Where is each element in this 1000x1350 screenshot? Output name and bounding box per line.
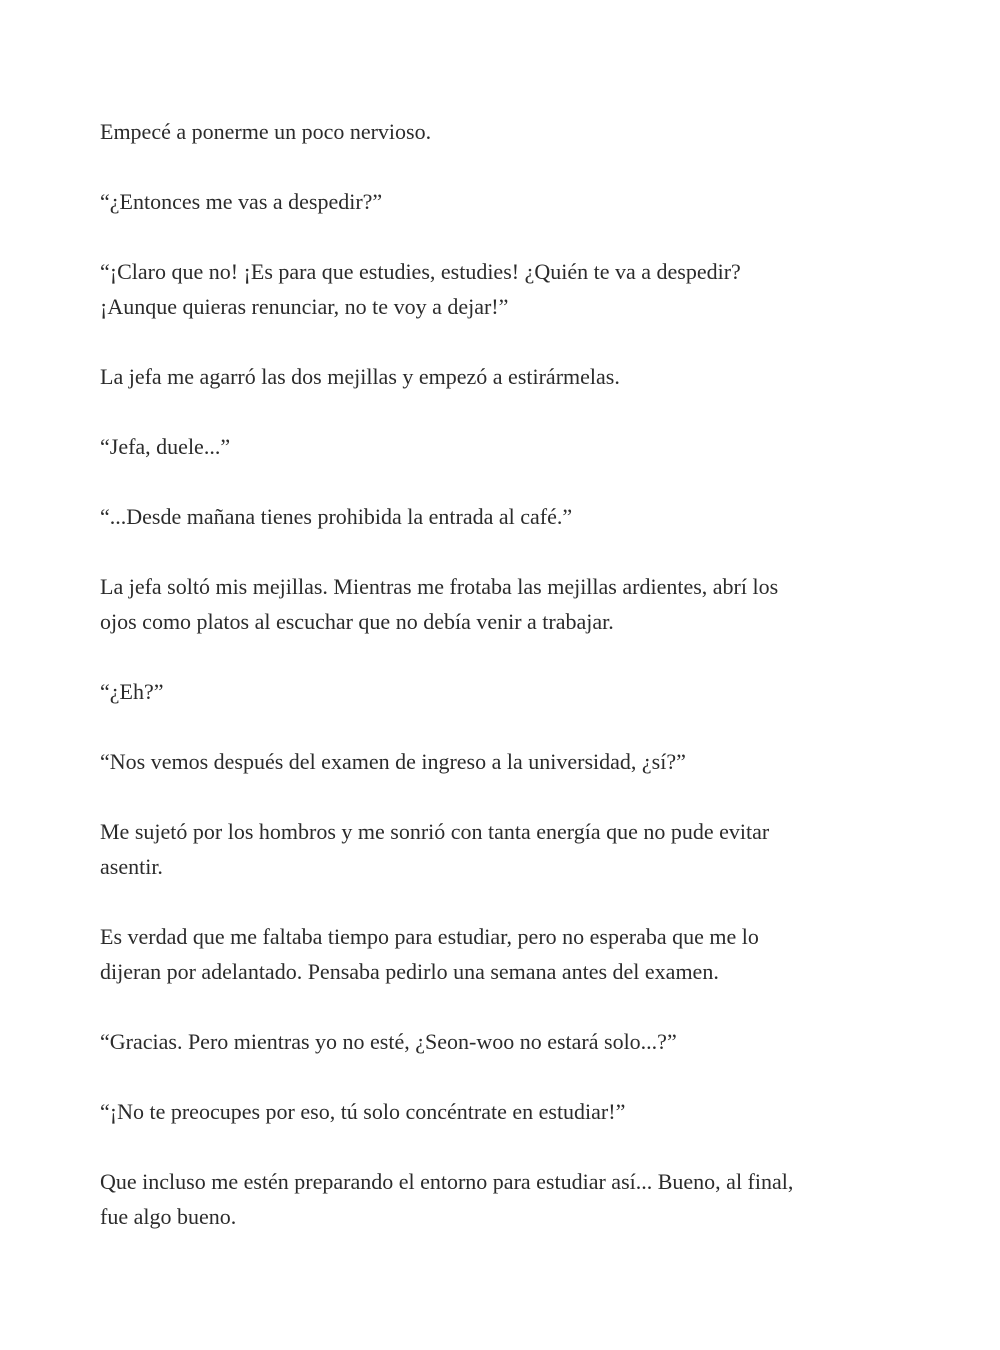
text-line: Que incluso me estén preparando el entorno para estudiar así... Bueno, al final, bbox=[100, 1169, 794, 1194]
paragraph bbox=[100, 919, 920, 989]
text-line: “Gracias. Pero mientras yo no esté, ¿Seon-woo no estará solo...?” bbox=[100, 1029, 677, 1054]
text-line: “¿Entonces me vas a despedir?” bbox=[100, 189, 383, 214]
paragraph bbox=[100, 744, 920, 779]
text-line: dijeran por adelantado. Pensaba pedirlo una semana antes del examen. bbox=[100, 959, 719, 984]
paragraph bbox=[100, 114, 920, 149]
text-line: “Nos vemos después del examen de ingreso a la universidad, ¿sí?” bbox=[100, 749, 686, 774]
text-line: “¿Eh?” bbox=[100, 679, 164, 704]
paragraph bbox=[100, 499, 920, 534]
paragraph bbox=[100, 1024, 920, 1059]
text-line: Empecé a ponerme un poco nervioso. bbox=[100, 119, 432, 144]
paragraph bbox=[100, 814, 920, 884]
text-line: “...Desde mañana tienes prohibida la entrada al café.” bbox=[100, 504, 573, 529]
text-line: asentir. bbox=[100, 854, 163, 879]
paragraph bbox=[100, 184, 920, 219]
text-line: La jefa me agarró las dos mejillas y empezó a estirármelas. bbox=[100, 364, 620, 389]
text-line: Es verdad que me faltaba tiempo para estudiar, pero no esperaba que me lo bbox=[100, 924, 759, 949]
text-line: “¡Claro que no! ¡Es para que estudies, estudies! ¿Quién te va a despedir? bbox=[100, 259, 741, 284]
text-line: ¡Aunque quieras renunciar, no te voy a dejar!” bbox=[100, 294, 509, 319]
paragraph bbox=[100, 254, 920, 324]
document-body bbox=[100, 114, 920, 1269]
text-line: La jefa soltó mis mejillas. Mientras me frotaba las mejillas ardientes, abrí los bbox=[100, 574, 779, 599]
paragraph bbox=[100, 429, 920, 464]
paragraph bbox=[100, 674, 920, 709]
paragraph bbox=[100, 359, 920, 394]
text-line: Me sujetó por los hombros y me sonrió con tanta energía que no pude evitar bbox=[100, 819, 770, 844]
text-line: “¡No te preocupes por eso, tú solo concéntrate en estudiar!” bbox=[100, 1099, 626, 1124]
text-line: ojos como platos al escuchar que no debía venir a trabajar. bbox=[100, 609, 614, 634]
paragraph bbox=[100, 1164, 920, 1234]
text-line: “Jefa, duele...” bbox=[100, 434, 231, 459]
paragraph bbox=[100, 1094, 920, 1129]
text-line: fue algo bueno. bbox=[100, 1204, 237, 1229]
paragraph bbox=[100, 569, 920, 639]
